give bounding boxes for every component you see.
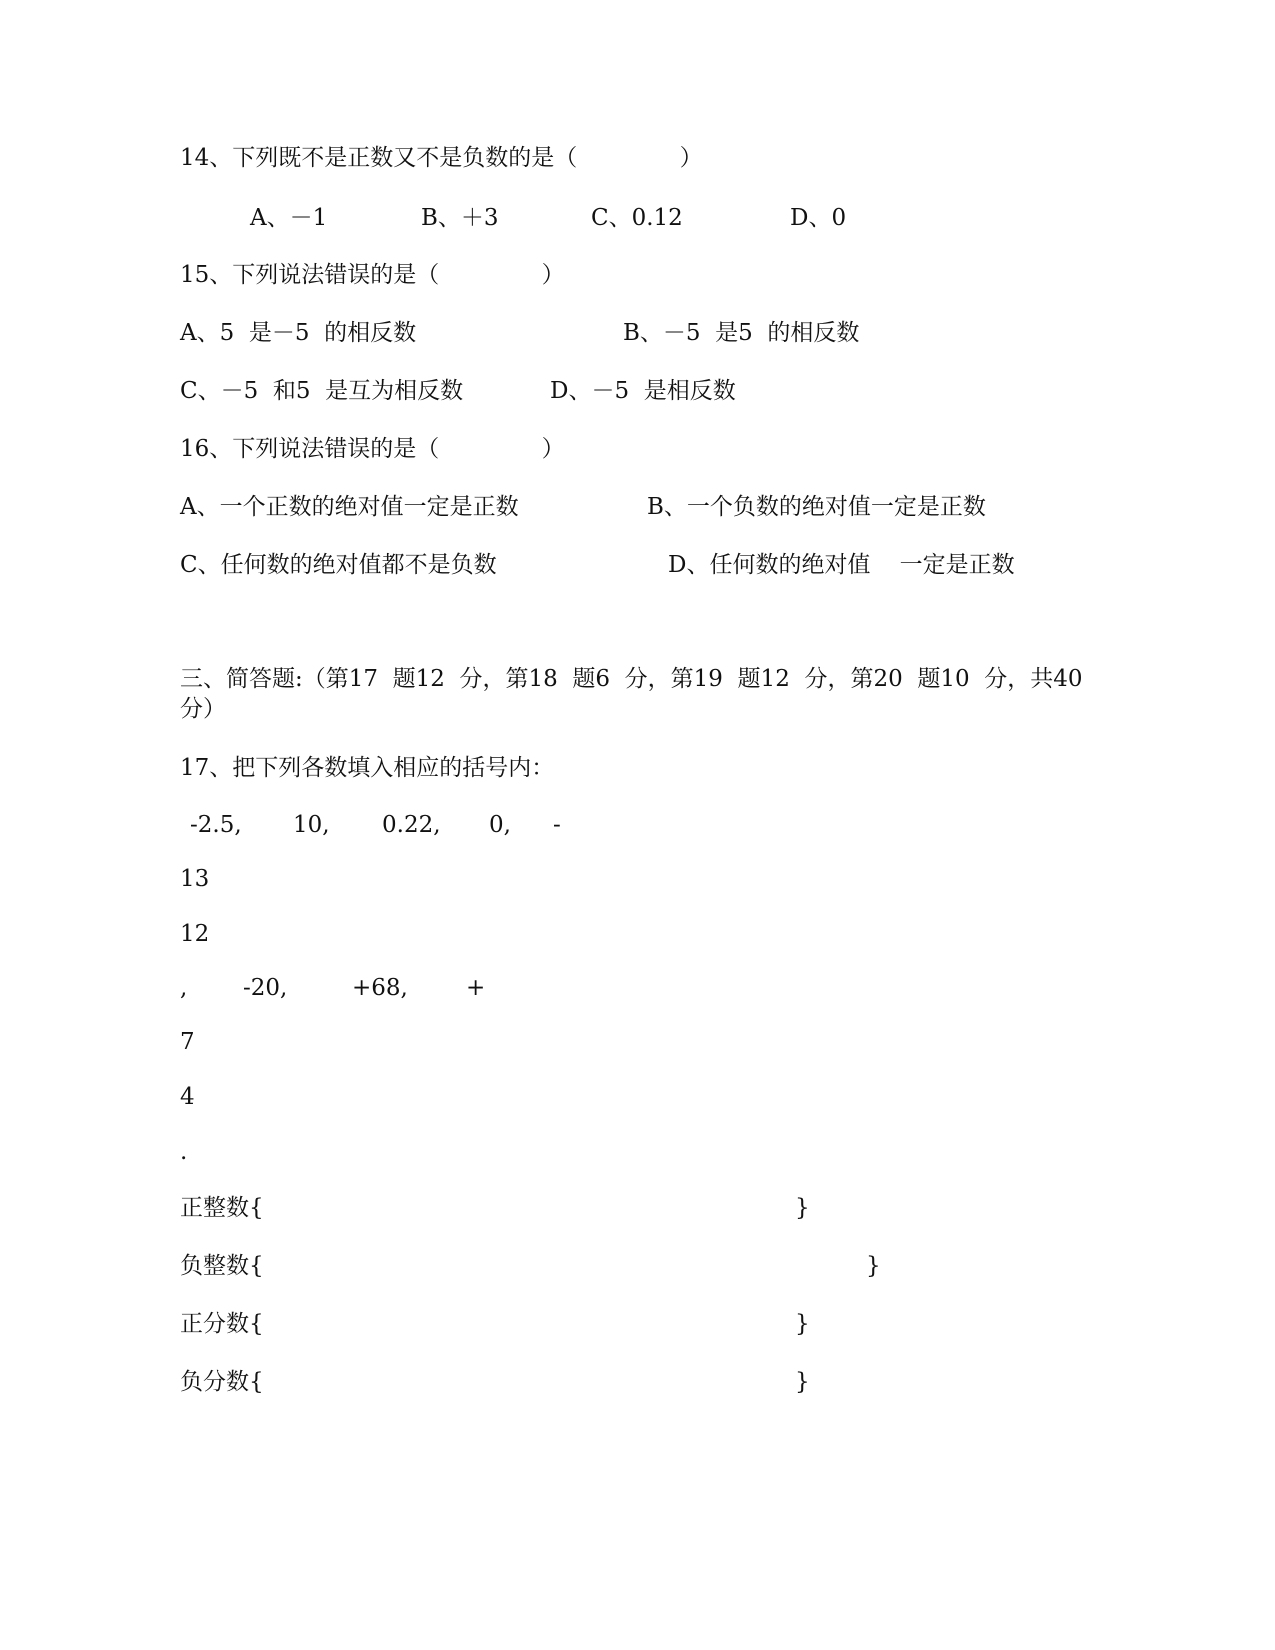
q16-stem: 16、下列说法错误的是（ ）	[180, 436, 565, 462]
q17-number: -2.5,	[190, 812, 242, 838]
q17-fraction-numerator: 13	[180, 866, 210, 892]
q17-stem: 17、把下列各数填入相应的括号内：	[180, 755, 555, 781]
q16-option-d: D、任何数的绝对值 一定是正数	[668, 552, 1015, 578]
q17-number: 0,	[489, 812, 511, 838]
q14-option-a: A、－1	[250, 205, 328, 231]
q15-option-a: A、5 是－5 的相反数	[180, 320, 417, 346]
q17-number: 0.22,	[382, 812, 441, 838]
q15-option-c: C、－5 和5 是互为相反数	[180, 378, 464, 404]
q17-fraction-numerator: 7	[180, 1029, 195, 1055]
q14-option-c: C、0.12	[591, 205, 683, 231]
category-negative-fraction-close: }	[795, 1369, 810, 1395]
q16-option-b: B、一个负数的绝对值一定是正数	[647, 494, 986, 520]
q17-fraction-denominator: 12	[180, 921, 210, 947]
q16-option-a: A、一个正数的绝对值一定是正数	[180, 494, 519, 520]
category-positive-integer-label: 正整数{	[180, 1195, 264, 1221]
q17-fraction-denominator: 4	[180, 1084, 195, 1110]
q17-number: +	[466, 975, 486, 1001]
category-positive-integer-close: }	[795, 1195, 810, 1221]
category-negative-integer-label: 负整数{	[180, 1253, 264, 1279]
q15-option-d: D、－5 是相反数	[550, 378, 736, 404]
q14-stem: 14、下列既不是正数又不是负数的是（ ）	[180, 145, 703, 171]
q17-number: 10,	[293, 812, 330, 838]
q17-number: ,	[180, 975, 188, 1001]
section3-heading-line2: 分）	[180, 696, 226, 722]
category-positive-fraction-close: }	[795, 1311, 810, 1337]
q14-option-d: D、0	[790, 205, 847, 231]
q16-option-c: C、任何数的绝对值都不是负数	[180, 552, 497, 578]
category-negative-integer-close: }	[866, 1253, 881, 1279]
category-negative-fraction-label: 负分数{	[180, 1369, 264, 1395]
q17-number: -20,	[243, 975, 288, 1001]
section3-heading-line1: 三、简答题:（第17 题12 分，第18 题6 分，第19 题12 分，第20 题10 分，共40	[180, 666, 1083, 692]
q17-number: -	[553, 812, 561, 838]
q15-stem: 15、下列说法错误的是（ ）	[180, 262, 565, 288]
category-positive-fraction-label: 正分数{	[180, 1311, 264, 1337]
q17-period: .	[180, 1139, 188, 1165]
q17-number: +68,	[352, 975, 408, 1001]
q14-option-b: B、＋3	[421, 205, 499, 231]
q15-option-b: B、－5 是5 的相反数	[623, 320, 860, 346]
